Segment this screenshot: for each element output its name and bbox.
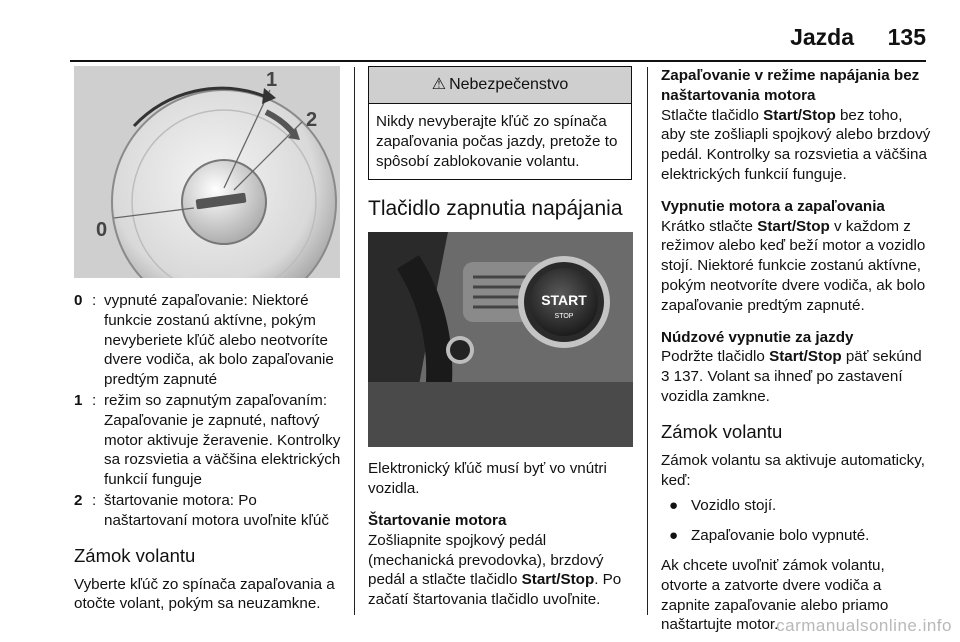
section-heading: Tlačidlo zapnutia napájania	[368, 197, 623, 221]
paragraph	[368, 531, 633, 610]
text-run-bold: Start/Stop	[763, 106, 836, 124]
position-label-0: 0	[96, 219, 108, 241]
section-title: Jazda	[790, 24, 854, 50]
legend-number: 2	[74, 491, 83, 509]
position-label-1: 1	[266, 69, 278, 91]
section-heading: Zámok volantu	[661, 420, 783, 442]
column-divider	[354, 67, 355, 615]
text-run: bez toho, aby ste zošliapli spojkový alebo brzdový pedál. Kontrolky sa rozsvietia a väčšina elektrických funkcií funguje.	[661, 106, 931, 183]
bullet-icon: ●	[669, 527, 679, 545]
warning-icon: ⚠	[431, 76, 447, 94]
column-2	[368, 66, 633, 610]
legend-text: vypnuté zapaľovanie: Niektoré funkcie zostanú aktívne, pokým nevyberiete kľúč alebo neotvoríte dvere vodiča, ak bolo zapaľovanie predtým zapnuté	[104, 292, 334, 389]
column-1	[74, 66, 344, 614]
list-item	[661, 496, 931, 516]
ignition-switch-illustration	[74, 66, 340, 278]
position-label-2: 2	[306, 109, 318, 131]
warning-box	[368, 66, 632, 180]
page-reference-link[interactable]: 3 137	[661, 368, 700, 386]
text-run: päť sekúnd	[841, 348, 922, 366]
legend-number: 0	[74, 292, 83, 309]
paragraph: Elektronický kľúč musí byť vo vnútri vozidla.	[368, 460, 607, 498]
warning-title: Nebezpečenstvo	[449, 76, 569, 94]
legend-text: štartovanie motora: Po naštartovaní motora uvoľnite kľúč	[104, 491, 329, 529]
text-run: Zošliapnite spojkový pedál (mechanická prevodovka), brzdový pedál a stlačte tlačidlo	[368, 531, 604, 589]
legend-item	[74, 291, 344, 390]
paragraph: Zámok volantu sa aktivuje automaticky, keď:	[661, 451, 925, 489]
header-rule	[70, 60, 926, 62]
start-stop-button-photo	[368, 232, 633, 447]
text-run: Stlačte tlačidlo	[661, 106, 764, 124]
legend-text: režim so zapnutým zapaľovaním: Zapaľovanie je zapnuté, naftový motor aktivuje žeravenie. Kontrolky sa rozsvietia a väčšina elektrických funkcií funguje	[104, 391, 341, 489]
text-run: v každom z režimov alebo keď beží motor a vozidlo stojí. Niektoré funkcie zostanú aktívne, pokým neotvoríte dvere vodiča, ak bolo zapaľovanie predtým zapnuté.	[661, 217, 926, 314]
text-run-bold: Start/Stop	[769, 348, 842, 366]
subheading: Vypnutie motora a zapaľovania	[661, 197, 885, 215]
legend-colon: :	[92, 391, 97, 409]
section-heading: Zámok volantu	[74, 544, 196, 566]
paragraph	[661, 106, 931, 185]
bullet-icon: ●	[669, 497, 679, 515]
watermark: carmanualsonline.info	[776, 616, 952, 635]
subheading: Štartovanie motora	[368, 511, 507, 529]
text-run: . Volant sa ihneď po zastavení vozidla zamkne.	[661, 368, 903, 405]
legend-item	[74, 491, 344, 531]
text-run: Krátko stlačte	[661, 217, 758, 235]
column-divider	[647, 67, 648, 615]
legend-number: 1	[74, 391, 83, 409]
legend-item	[74, 391, 344, 490]
list-item	[661, 526, 931, 546]
stop-label: STOP	[554, 313, 574, 321]
subheading: Núdzové vypnutie za jazdy	[661, 328, 854, 346]
text-run: . Po začatí štartovania tlačidlo uvoľnite.	[368, 571, 622, 609]
legend-colon: :	[92, 491, 97, 509]
page-number: 135	[887, 24, 926, 50]
start-label: START	[541, 292, 587, 309]
warning-header	[369, 67, 631, 104]
list-item-text: Vozidlo stojí.	[691, 497, 777, 515]
text-run-bold: Start/Stop	[521, 571, 595, 589]
paragraph	[661, 217, 931, 316]
subheading: Zapaľovanie v režime napájania bez naštartovania motora	[661, 67, 920, 104]
page-header	[0, 0, 960, 62]
paragraph: Vyberte kľúč zo spínača zapaľovania a otočte volant, pokým sa neuzamkne.	[74, 575, 335, 613]
text-run-bold: Start/Stop	[757, 217, 830, 235]
list-item-text: Zapaľovanie bolo vypnuté.	[691, 527, 870, 545]
legend-colon: :	[92, 292, 97, 309]
legend	[74, 291, 344, 531]
paragraph: Ak chcete uvoľniť zámok volantu, otvorte a zatvorte dvere vodiča a zapnite zapaľovanie alebo priamo naštartujte motor.	[661, 556, 889, 634]
bullet-list	[661, 496, 931, 546]
warning-body: Nikdy nevyberajte kľúč zo spínača zapaľovania počas jazdy, pretože to spôsobí zablokovanie volantu.	[376, 113, 618, 170]
column-3	[661, 66, 931, 635]
paragraph	[661, 347, 931, 406]
text-run: Podržte tlačidlo	[661, 348, 770, 366]
